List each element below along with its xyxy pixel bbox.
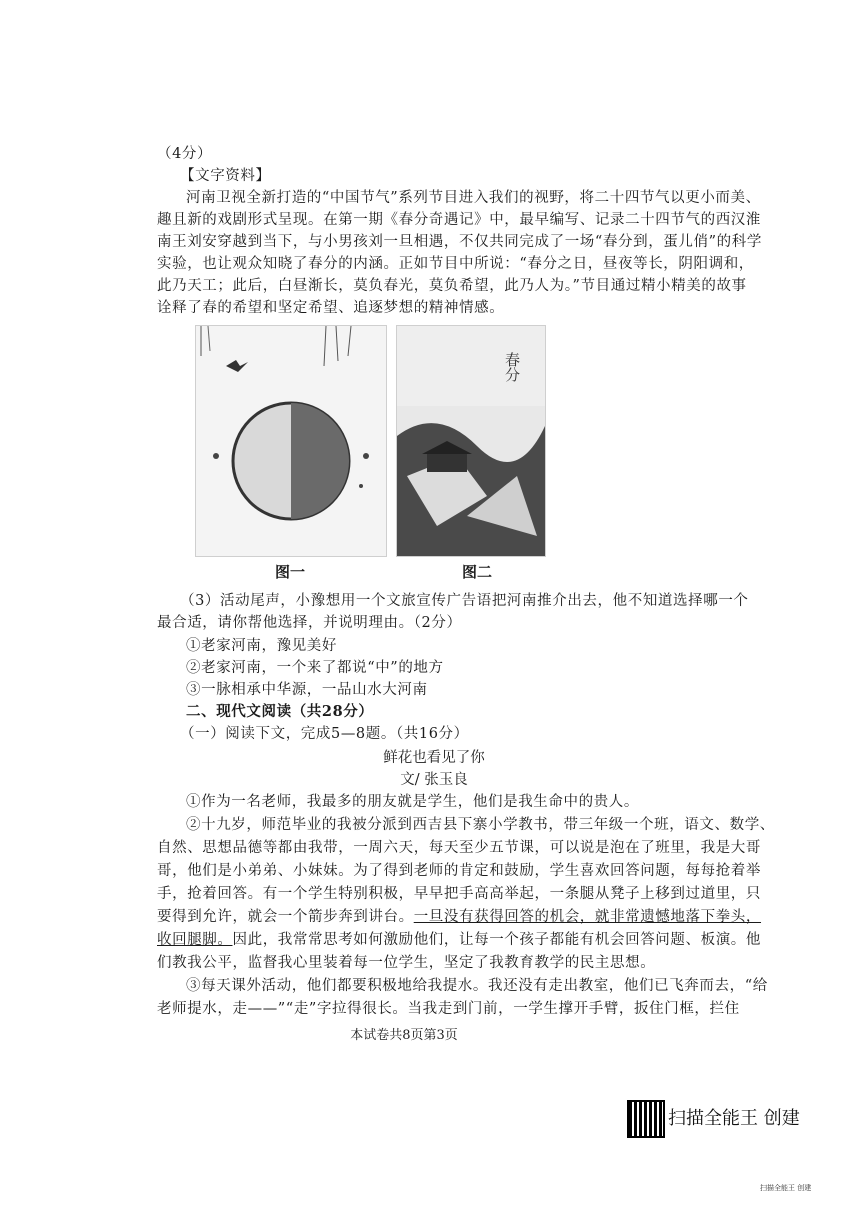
scanner-brand: 扫描全能王 创建 [668,1108,800,1129]
page-footer: 本试卷共8页第3页 [350,1028,458,1043]
paragraph-line: 手，抢着回答。有一个学生特别积极，早早把手高高举起，一条腿从凳子上移到过道里，只 [157,886,761,902]
question-3-line: 最合适，请你帮他选择，并说明理由。（2分） [157,615,462,631]
material-line: 趣且新的戏剧形式呈现。在第一期《春分奇遇记》中，最早编写、记录二十四节气的西汉淮 [157,212,761,228]
paragraph-text: 要得到允许，就会一个箭步奔到讲台。 [157,909,414,925]
material-heading: 【文字资料】 [180,168,271,184]
article-title: 鲜花也看见了你 [383,750,485,766]
material-line: 南王刘安穿越到当下，与小男孩刘一旦相遇，不仅共同完成了一场“春分到，蛋儿俏”的科学 [157,234,762,250]
paragraph-line: 哥，他们是小弟弟、小妹妹。为了得到老师的肯定和鼓励，学生喜欢回答问题，每每抢着举 [157,863,761,879]
article-author: 文/ 张玉良 [400,772,468,788]
section-heading: 二、现代文阅读（共28分） [186,703,374,720]
question-3-line: （3）活动尾声，小豫想用一个文旅宣传广告语把河南推介出去，他不知道选择哪一个 [180,593,749,609]
underlined-sentence: 收回腿脚。 [157,932,233,948]
figure2-image [396,325,546,557]
option-item: ③一脉相承中华源，一品山水大河南 [186,682,428,698]
figure1-caption: 图一 [275,563,306,581]
figure1-illustration [196,326,386,556]
material-line: 实验，也让观众知晓了春分的内涵。正如节目中所说：“春分之日，昼夜等长，阴阳调和， [157,256,754,272]
paragraph-line: ②十九岁，师范毕业的我被分派到西吉县下寨小学教书，带三年级一个班，语文、数学、 [186,817,775,833]
qr-code-icon [627,1100,665,1138]
paragraph-1: ①作为一名老师，我最多的朋友就是学生，他们是我生命中的贵人。 [186,794,639,810]
paragraph-line [157,906,761,928]
paragraph-line: 自然、思想品德等都由我带，一周六天，每天至少五节课，可以说是泡在了班里，我是大哥 [157,840,761,856]
paragraph-line: 们教我公平，监督我心里装着每一位学生，坚定了我教育教学的民主思想。 [157,955,656,971]
score-note: （4分） [157,146,213,162]
option-item: ②老家河南，一个来了都说“中”的地方 [186,660,444,676]
option-item: ①老家河南，豫见美好 [186,638,337,654]
paragraph-line: 老师提水，走——”“走”字拉得很长。当我走到门前，一学生撑开手臂，扳住门框，拦住 [157,1001,740,1017]
material-line: 此乃天工；此后，白昼渐长，莫负春光，莫负希望，此乃人为。”节目通过精小精美的故事 [157,278,747,294]
swallow-icon [226,360,248,372]
material-line: 诠释了春的希望和坚定希望、追逐梦想的精神情感。 [157,300,505,316]
figure2-title: 春分 [503,352,521,382]
underlined-sentence: 一旦没有获得回答的机会，就非常遗憾地落下拳头， [413,909,762,925]
paragraph-line [157,929,761,951]
figure2-illustration [397,326,545,556]
paragraph-text: 因此，我常常思考如何激励他们，让每一个孩子都能有机会回答问题、板演。他 [232,932,761,948]
part-heading: （一）阅读下文，完成5—8题。（共16分） [180,726,469,742]
paragraph-line: ③每天课外活动，他们都要积极地给我提水。我还没有走出教室，他们已飞奔而去，“给 [186,978,768,994]
tiny-watermark: 扫描全能王 创建 [760,1184,812,1192]
figure1-image [195,325,387,557]
material-line: 河南卫视全新打造的“中国节气”系列节目进入我们的视野，将二十四节气以更小而美、 [186,190,761,206]
figure2-caption: 图二 [462,563,493,581]
